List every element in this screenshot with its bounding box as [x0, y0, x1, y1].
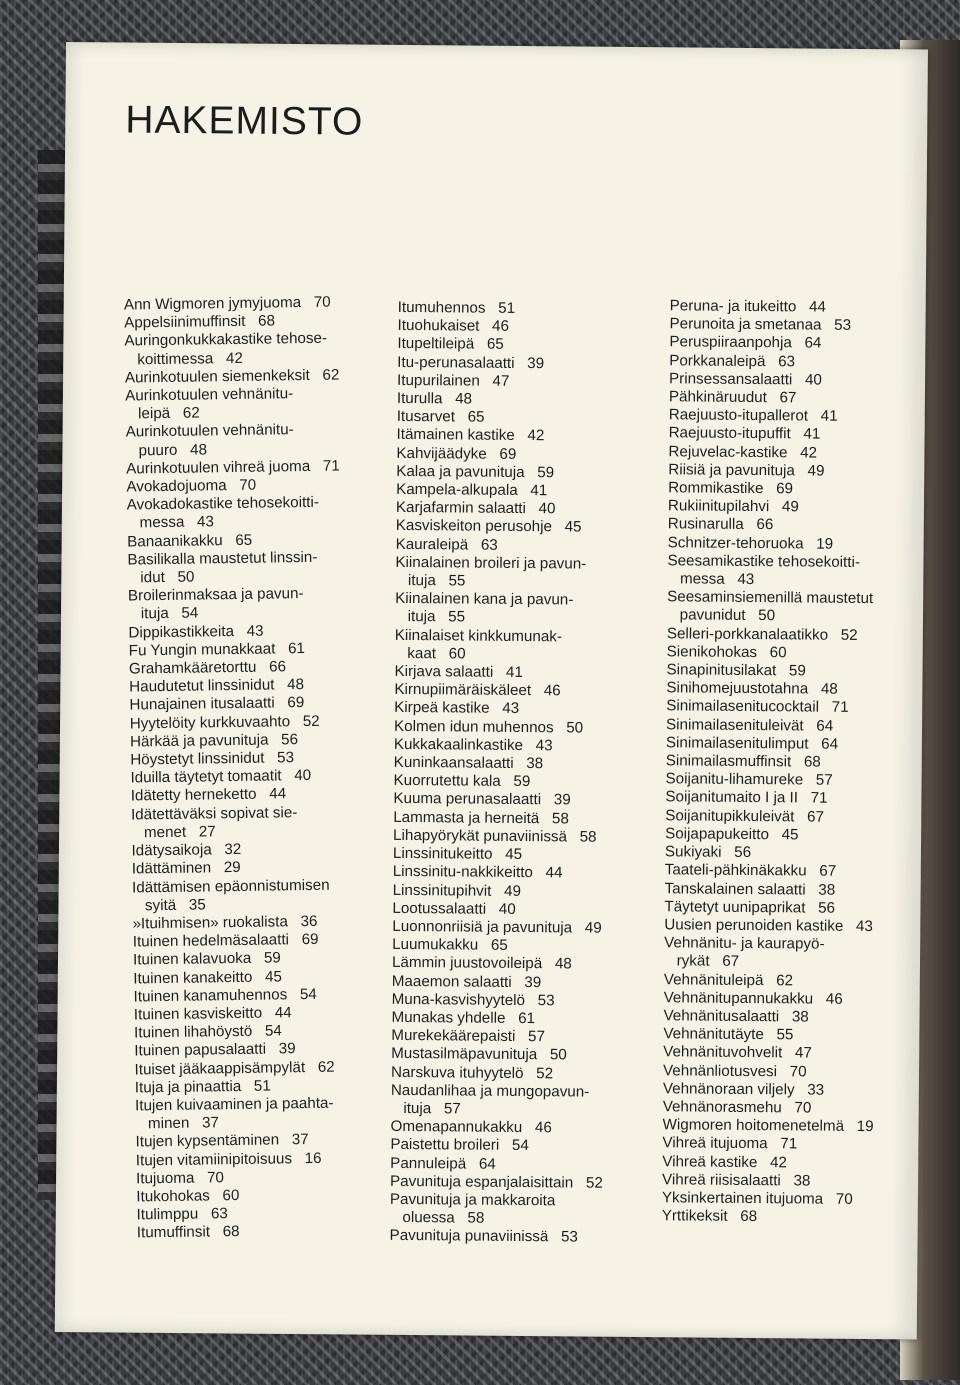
index-entry: Itu-perunasalaatti 39 [397, 353, 545, 372]
index-entry: Vehnänituleipä 62 [663, 970, 794, 989]
index-entry: Seesaminsiemenillä maustetut [667, 588, 874, 608]
index-entry: Kalaa ja pavunituja 59 [396, 462, 555, 482]
index-entry: Pannuleipä 64 [390, 1154, 496, 1173]
index-entry: Rukiinitupilahvi 49 [667, 497, 799, 516]
index-entry: Kauraleipä 63 [395, 535, 498, 554]
index-entry: menet 27 [131, 823, 216, 842]
index-entry: minen 37 [135, 1114, 220, 1133]
page-title: HAKEMISTO [125, 98, 364, 144]
index-entry: Yrttikeksit 68 [661, 1207, 758, 1226]
index-entry: Hyytelöity kurkkuvaahto 52 [129, 712, 320, 733]
index-entry: »Ituihmisen» ruokalista 36 [132, 912, 318, 933]
index-entry: Idättämisen epäonnistumisen [131, 876, 330, 896]
index-entry: Itulimppu 63 [136, 1205, 228, 1224]
index-entry: Vehnänituvohvelit 47 [663, 1043, 812, 1062]
index-entry: Wigmoren hoitomenetelmä 19 [662, 1116, 874, 1136]
index-entry: Lihapyörykät punaviinissä 58 [393, 826, 597, 846]
book-page [55, 42, 928, 1339]
index-entry: ituja 54 [128, 604, 199, 623]
index-entry: Vihreä kastike 42 [662, 1152, 787, 1171]
index-entry: syitä 35 [132, 896, 206, 915]
index-entry: Paistettu broileri 54 [390, 1136, 529, 1155]
index-entry: Ituohukaiset 46 [397, 317, 510, 336]
index-entry: Kukkakaalinkastike 43 [393, 735, 553, 755]
index-entry: Raejuusto-itupallerot 41 [668, 406, 838, 425]
index-entry: Sinimailasmuffinsit 68 [665, 752, 821, 771]
index-entry: Vehnänorasmehu 70 [662, 1098, 812, 1117]
index-entry: Luonnonriisiä ja pavunituja 49 [392, 917, 602, 937]
index-entry: Ituja ja pinaattia 51 [134, 1077, 271, 1097]
index-entry: Idätetty herneketto 44 [130, 785, 287, 805]
index-entry: Soijanitumaito I ja II 71 [665, 788, 828, 808]
index-entry: Kuuma perunasalaatti 39 [393, 790, 571, 809]
index-entry: puuro 48 [125, 440, 208, 460]
index-entry: Vehnänliotusvesi 70 [662, 1061, 807, 1081]
index-entry: Vihreä itujuoma 71 [662, 1134, 798, 1153]
index-entry: Fu Yungin munakkaat 61 [128, 639, 306, 660]
index-entry: Iduilla täytetyt tomaatit 40 [130, 767, 312, 787]
index-entry: Rommikastike 69 [668, 479, 794, 498]
index-entry: Ituinen lihahöystö 54 [133, 1022, 282, 1042]
index-entry: idut 50 [127, 568, 195, 587]
index-entry: Kiinalainen broileri ja pavun- [395, 553, 587, 573]
index-entry: Ituinen kanamuhennos 54 [133, 985, 317, 1006]
index-entry: Vehnänitutäyte 55 [663, 1025, 794, 1044]
index-entry: Aurinkotuulen vehnänitu- [125, 385, 294, 405]
index-entry: Hunajainen itusalaatti 69 [129, 694, 305, 714]
index-entry: Karjafarmin salaatti 40 [395, 499, 556, 518]
index-entry: Vehnänitu- ja kaurapyö- [664, 934, 825, 953]
index-entry: Itusarvet 65 [396, 408, 485, 426]
index-entry: Itupeltileipä 65 [397, 335, 504, 354]
index-entry: Ituiset jääkaappisämpylät 62 [134, 1058, 335, 1078]
index-entry: Vihreä riisisalaatti 38 [662, 1170, 811, 1190]
index-entry: Itumuffinsit 68 [136, 1223, 240, 1242]
index-entry: leipä 62 [125, 404, 200, 423]
index-entry: Vehnänoraan viljely 33 [662, 1079, 825, 1099]
index-entry: rykät 67 [663, 952, 740, 971]
index-column-3 [662, 297, 881, 1227]
index-entry: Dippikastikkeita 43 [128, 622, 264, 642]
index-entry: Peruna- ja itukeitto 44 [669, 297, 826, 316]
index-entry: Ituinen hedelmäsalaatti 69 [132, 930, 319, 951]
index-entry: Itujen vitamiinipitoisuus 16 [135, 1149, 322, 1169]
index-entry: Ituinen papusalaatti 39 [134, 1040, 296, 1060]
index-entry: Narskuva ituhyytelö 52 [390, 1063, 554, 1082]
index-entry: Prinsessansalaatti 40 [669, 370, 822, 389]
index-entry: Basilikalla maustetut linssin- [127, 548, 318, 569]
index-entry: Iturulla 48 [396, 389, 473, 408]
index-entry: messa 43 [126, 513, 215, 532]
index-entry: Grahamkääretorttu 66 [128, 658, 287, 678]
index-entry: Banaanikakku 65 [127, 531, 253, 551]
index-entry: Ituinen kasviskeitto 44 [133, 1004, 292, 1024]
index-entry: Yksinkertainen itujuoma 70 [661, 1189, 853, 1208]
index-entry: Mustasilmäpavunituja 50 [391, 1045, 567, 1064]
index-entry: Sienikohokas 60 [666, 643, 787, 662]
index-entry: Pavunituja espanjalaisittain 52 [389, 1172, 603, 1192]
index-entry: Pavunituja ja makkaroita [389, 1190, 556, 1210]
index-entry: Itujen kuivaaminen ja paahta- [134, 1094, 334, 1115]
index-entry: Soijapapukeitto 45 [665, 825, 799, 844]
index-entry: Seesamikastike tehosekoitti- [667, 552, 861, 571]
index-entry: Itupurilainen 47 [396, 371, 510, 390]
index-entry: Aurinkotuulen vihreä juoma 71 [126, 457, 340, 478]
index-entry: Ituinen kalavuoka 59 [132, 949, 281, 969]
index-entry: Vehnänitupannukakku 46 [663, 988, 843, 1008]
index-entry: Kolmen idun muhennos 50 [393, 717, 584, 737]
index-entry: Ituinen kanakeitto 45 [133, 967, 283, 987]
index-entry: Linssinitukeitto 45 [392, 844, 523, 864]
index-entry: Avokadokastike tehosekoitti- [126, 494, 319, 514]
index-entry: Kirpeä kastike 43 [394, 699, 520, 718]
index-entry: Itujen kypsentäminen 37 [135, 1131, 309, 1151]
index-entry: Tanskalainen salaatti 38 [664, 879, 836, 899]
index-entry: Höystetyt linssinidut 53 [130, 749, 295, 769]
index-entry: oluessa 58 [389, 1209, 485, 1227]
index-entry: Rusinarulla 66 [667, 515, 774, 534]
index-entry: Muna-kasvishyytelö 53 [391, 990, 555, 1010]
index-entry: ituja 55 [394, 608, 466, 626]
index-entry: Rejuvelac-kastike 42 [668, 442, 818, 462]
index-entry: Sinimailasenitulimput 64 [665, 734, 839, 753]
index-entry: Kiinalainen kana ja pavun- [395, 590, 574, 609]
index-entry: Idätysaikoja 32 [131, 841, 242, 860]
index-entry: Omenapannukakku 46 [390, 1118, 552, 1137]
index-entry: Porkkanaleipä 63 [669, 351, 796, 370]
index-entry: ituja 57 [390, 1099, 461, 1118]
index-entry: Kahvijäädyke 69 [396, 444, 517, 463]
index-entry: messa 43 [667, 570, 755, 589]
index-entry: Sinihomejuustotahna 48 [666, 679, 838, 699]
index-entry: Soijanitupikkuleivät 67 [665, 806, 825, 826]
index-entry: Kuninkaansalaatti 38 [393, 753, 544, 773]
index-entry: Peruspiiraanpohja 64 [669, 333, 822, 353]
index-entry: koittimessa 42 [124, 349, 243, 369]
index-entry: Sukiyaki 56 [664, 843, 752, 862]
index-entry: Schnitzer-tehoruoka 19 [667, 533, 834, 553]
index-entry: Kasviskeiton perusohje 45 [395, 517, 582, 536]
index-entry: Appelsiinimuffinsit 68 [124, 312, 276, 332]
index-entry: Kirnupiimäräiskäleet 46 [394, 681, 561, 700]
index-entry: Härkää ja pavunituja 56 [129, 731, 299, 751]
index-entry: Avokadojuoma 70 [126, 476, 257, 496]
index-entry: Itumuhennos 51 [397, 298, 516, 317]
index-column-2 [390, 299, 611, 1247]
index-entry: Lootussalaatti 40 [392, 899, 516, 918]
index-entry: Sinimailasenitucocktail 71 [666, 697, 849, 717]
index-entry: ituja 55 [395, 571, 466, 590]
index-entry: Itämainen kastike 42 [396, 426, 545, 445]
index-entry: Itujuoma 70 [135, 1168, 225, 1188]
index-entry: Idätettäväksi sopivat sie- [130, 803, 298, 824]
index-entry: Täytetyt uunipaprikat 56 [664, 897, 836, 917]
index-entry: Haudutetut linssinidut 48 [129, 676, 305, 696]
index-entry: Perunoita ja smetanaa 53 [669, 315, 852, 335]
index-entry: Linssinitu-nakkikeitto 44 [392, 863, 563, 882]
index-entry: Naudanlihaa ja mungopavun- [390, 1081, 590, 1101]
index-entry: Lämmin juustovoileipä 48 [391, 954, 572, 973]
index-entry: pavunidut 50 [666, 606, 776, 625]
index-entry: Kampela-alkupala 41 [396, 480, 548, 500]
index-entry: Kirjava salaatti 41 [394, 662, 523, 682]
index-entry: Kiinalaiset kinkkumunak- [394, 626, 563, 646]
index-entry: Idättäminen 29 [131, 859, 241, 878]
index-entry: Vehnänitusalaatti 38 [663, 1007, 809, 1026]
index-entry: Soijanitu-lihamureke 57 [665, 770, 833, 790]
index-entry: Linssinitupihvit 49 [392, 881, 522, 900]
index-entry: Kuorrutettu kala 59 [393, 772, 531, 791]
index-entry: Riisiä ja pavunituja 49 [668, 461, 825, 480]
index-entry: Sinimailasenituleivät 64 [665, 715, 834, 735]
index-entry: Sinapinitusilakat 59 [666, 661, 806, 680]
index-entry: kaat 60 [394, 644, 466, 663]
index-entry: Aurinkotuulen siemenkeksit 62 [124, 366, 340, 387]
index-entry: Pähkinäruudut 67 [668, 388, 797, 407]
index-entry: Luumukakku 65 [392, 935, 508, 954]
index-column-1 [124, 294, 352, 1243]
index-entry: Taateli-pähkinäkakku 67 [664, 861, 837, 881]
index-entry: Itukohokas 60 [136, 1186, 240, 1206]
index-entry: Auringonkukkakastike tehose- [124, 330, 328, 350]
index-entry: Selleri-porkkanalaatikko 52 [666, 624, 858, 644]
index-entry: Broilerinmaksaa ja pavun- [127, 585, 304, 605]
index-entry: Lammasta ja herneitä 58 [393, 808, 569, 828]
index-entry: Ann Wigmoren jymyjuoma 70 [123, 293, 331, 314]
index-entry: Raejuusto-itupuffit 41 [668, 424, 821, 444]
index-entry: Maaemon salaatti 39 [391, 972, 542, 991]
index-entry: Munakas yhdelle 61 [391, 1008, 536, 1028]
index-entry: Uusien perunoiden kastike 43 [664, 916, 873, 935]
index-entry: Aurinkotuulen vehnänitu- [125, 421, 294, 441]
index-entry: Pavunituja punaviinissä 53 [389, 1227, 578, 1246]
index-entry: Murekekäärepaisti 57 [391, 1027, 546, 1046]
